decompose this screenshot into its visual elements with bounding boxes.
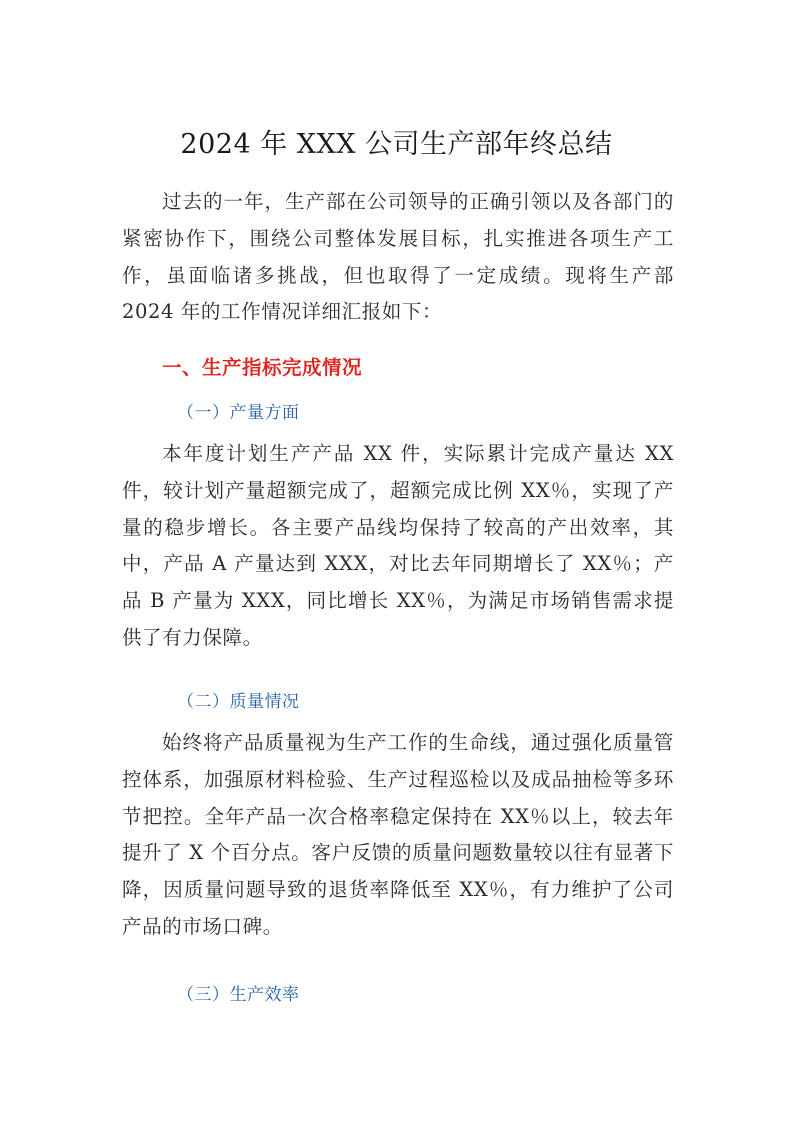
intro-paragraph: 过去的一年，生产部在公司领导的正确引领以及各部门的紧密协作下，围绕公司整体发展目标，扎实推进各项生产工作，虽面临诸多挑战，但也取得了一定成绩。现将生产部 2024 年的工作情况详细汇报如下： xyxy=(122,190,674,324)
subsection-heading-efficiency: （三）生产效率 xyxy=(177,985,300,1005)
subsection-heading-output: （一）产量方面 xyxy=(177,403,300,423)
quality-paragraph: 始终将产品质量视为生产工作的生命线，通过强化质量管控体系，加强原材料检验、生产过程巡检以及成品抽检等多环节把控。全年产品一次合格率稳定保持在 XX％以上，较去年提升了 X 个百分点。客户反馈的质量问题数量较以往有显著下降，因质量问题导致的退货率降低至 XX％，有力维护了公司产品的市场口碑。 xyxy=(122,731,674,938)
section-heading-production-targets: 一、生产指标完成情况 xyxy=(162,356,363,379)
output-paragraph: 本年度计划生产产品 XX 件，实际累计完成产量达 XX 件，较计划产量超额完成了，超额完成比例 XX％，实现了产量的稳步增长。各主要产品线均保持了较高的产出效率，其中，产品 A 产量达到 XXX，对比去年同期增长了 XX％；产品 B 产量为 XXX，同比增长 XX％，为满足市场销售需求提供了有力保障。 xyxy=(122,442,674,649)
document-title: 2024 年 XXX 公司生产部年终总结 xyxy=(180,129,613,160)
subsection-heading-quality: （二）质量情况 xyxy=(177,692,300,712)
